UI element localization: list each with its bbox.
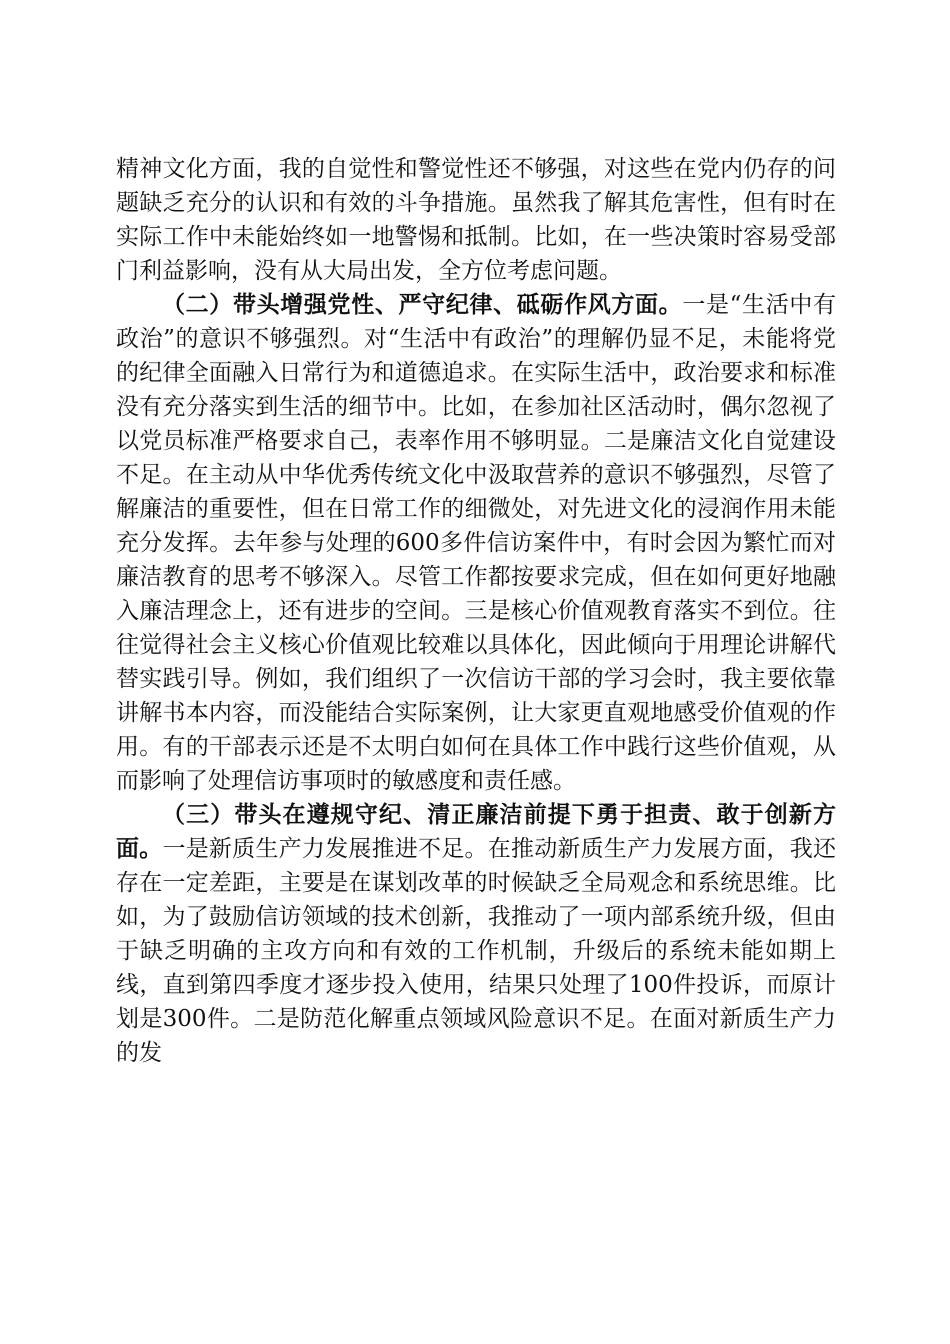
paragraph-text: 精神文化方面，我的自觉性和警觉性还不够强，对这些在党内仍存的问题缺乏充分的认识和有效的斗争措施。虽然我了解其危害性，但有时在实际工作中未能始终如一地警惕和抵制。比如，在一些决策时容易受部门利益影响，没有从大局出发，全方位考虑问题。 [116, 156, 836, 284]
paragraph-text: 一是新质生产力发展推进不足。在推动新质生产力发展方面，我还存在一定差距，主要是在谋划改革的时候缺乏全局观念和系统思维。比如，为了鼓励信访领域的技术创新，我推动了一项内部系统升级，但由于缺乏明确的主攻方向和有效的工作机制，升级后的系统未能如期上线，直到第四季度才逐步投入使用，结果只处理了100件投诉，而原计划是300件。二是防范化解重点领域风险意识不足。在面对新质生产力的发 [116, 836, 837, 1066]
section-heading-3: （三）带头在遵规守纪、清正廉洁前提下勇于担责、敢于创新方面。 [116, 801, 836, 862]
paragraph-text: 一是“生活中有政治”的意识不够强烈。对“生活中有政治”的理解仍显不足，未能将党的纪律全面融入日常行为和道德追求。在实际生活中，政治要求和标准没有充分落实到生活的细节中。比如，在参加社区活动时，偶尔忽视了以党员标准严格要求自己，表率作用不够明显。二是廉洁文化自觉建设不足。在主动从中华优秀传统文化中汲取营养的意识不够强烈，尽管了解廉洁的重要性，但在日常工作的细微处，对先进文化的浸润作用未能充分发挥。去年参与处理的600多件信访案件中，有时会因为繁忙而对廉洁教育的思考不够深入。尽管工作都按要求完成，但在如何更好地融入廉洁理念上，还有进步的空间。三是核心价值观教育落实不到位。往往觉得社会主义核心价值观比较难以具体化，因此倾向于用理论讲解代替实践引导。例如，我们组织了一次信访干部的学习会时，我主要依靠讲解书本内容，而没能结合实际案例，让大家更直观地感受价值观的作用。有的干部表示还是不太明白如何在具体工作中践行这些价值观，从而影响了处理信访事项时的敏感度和责任感。 [116, 292, 836, 794]
section-heading-2: （二）带头增强党性、严守纪律、砥砺作风方面。 [162, 291, 683, 318]
paragraph-section-2 [116, 288, 836, 798]
paragraph-section-3 [116, 798, 836, 1070]
paragraph-continuation [116, 152, 836, 288]
document-body [116, 152, 836, 1070]
